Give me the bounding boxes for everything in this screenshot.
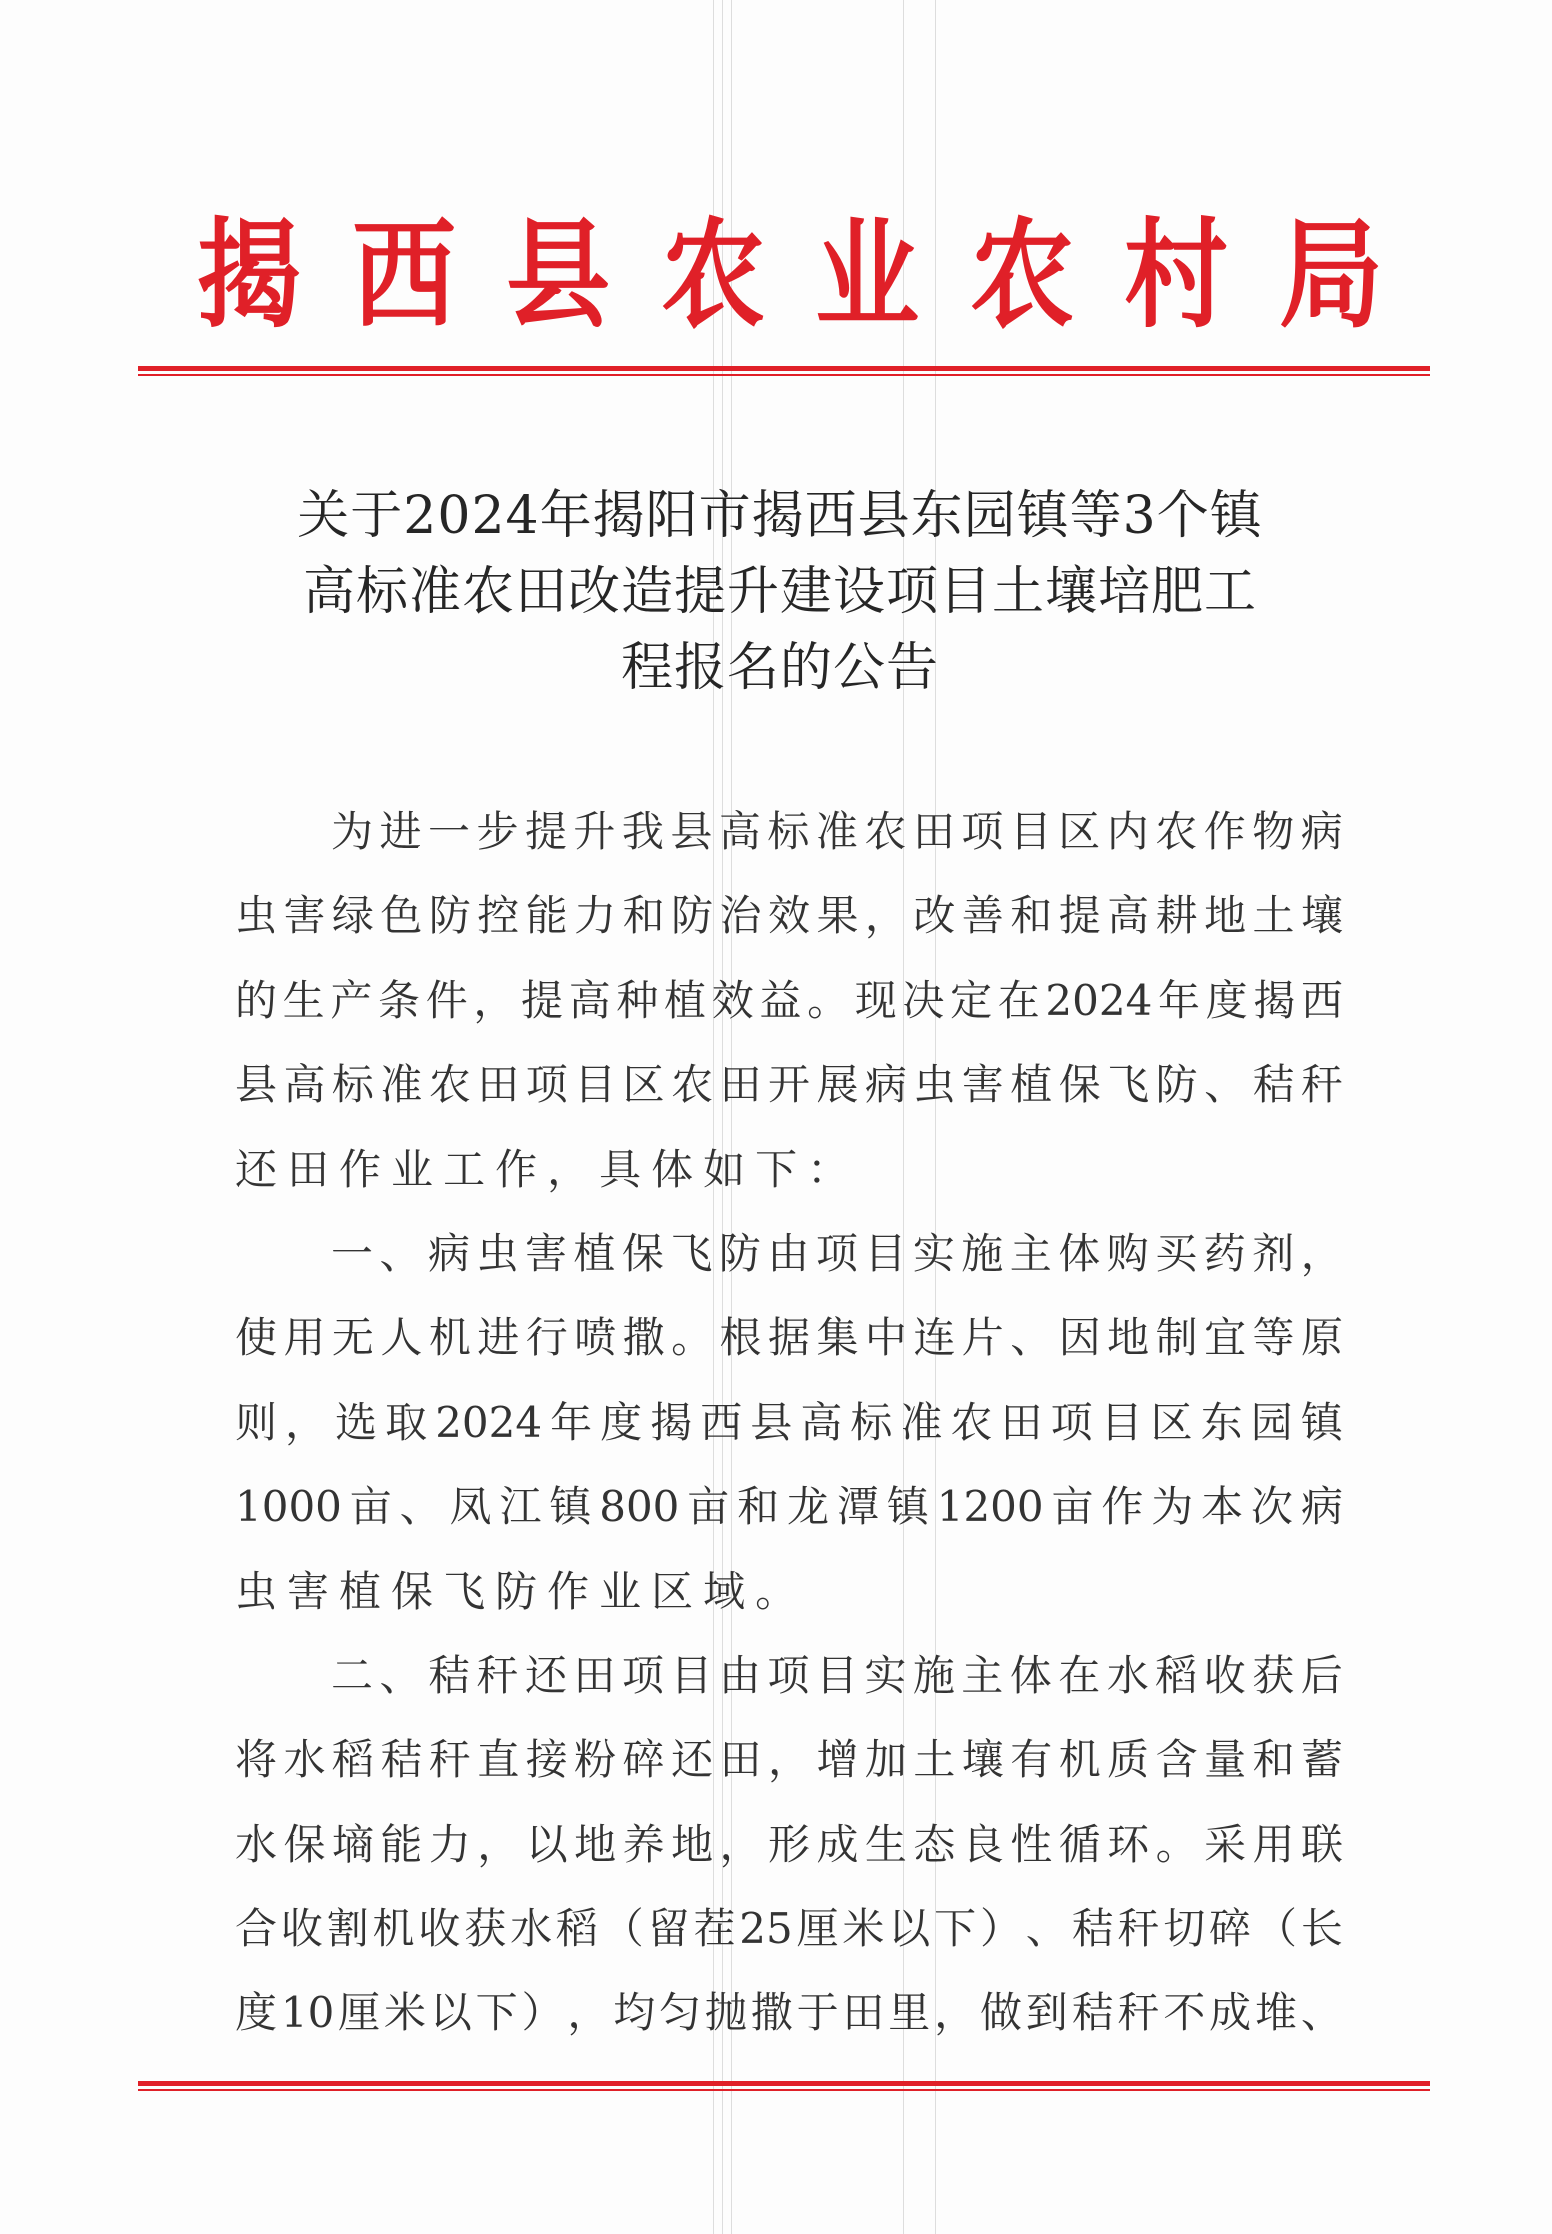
body-line: 虫 害 植 保 飞 防 作 业 区 域 。 <box>235 1566 808 1616</box>
agency-header-title <box>190 205 1390 345</box>
body-line: 1000 亩 、 凤 江 镇 800 亩 和 龙 潭 镇 1200 亩 作 为 本 次 病 <box>235 1482 1343 1532</box>
body-line: 的 生 产 条 件 ， 提 高 种 植 效 益 。 现 决 定 在 2024 年 度 揭 西 <box>235 975 1343 1025</box>
agency-title-char: 县 <box>506 205 611 344</box>
body-line: 度 10 厘 米 以 下 ） ， 均 匀 抛 撒 于 田 里 ， 做 到 秸 秆 不 成 堆 、 <box>235 1988 1343 2038</box>
notice-title-line: 关于2024年揭阳市揭西县东园镇等3个镇 <box>297 486 1263 546</box>
notice-title-line: 程报名的公告 <box>620 638 939 698</box>
agency-title-char: 业 <box>815 205 920 344</box>
agency-title-char: 农 <box>660 205 765 344</box>
footer-red-divider <box>138 2081 1430 2091</box>
body-line: 虫 害 绿 色 防 控 能 力 和 防 治 效 果 ， 改 善 和 提 高 耕 地 土 壤 <box>235 891 1343 941</box>
body-line: 县 高 标 准 农 田 项 目 区 农 田 开 展 病 虫 害 植 保 飞 防 、 秸 秆 <box>235 1060 1343 1110</box>
notice-title-line: 高标准农田改造提升建设项目土壤培肥工 <box>302 562 1257 622</box>
body-line: 使 用 无 人 机 进 行 喷 撒 。 根 据 集 中 连 片 、 因 地 制 宜 等 原 <box>235 1313 1343 1363</box>
agency-title-char: 局 <box>1279 205 1383 344</box>
agency-title-char: 农 <box>969 205 1074 344</box>
body-line: 合 收 割 机 收 获 水 稻 （ 留 茬 25 厘 米 以 下 ） 、 秸 秆 切 碎 （ 长 <box>235 1904 1343 1954</box>
body-line: 二 、 秸 秆 还 田 项 目 由 项 目 实 施 主 体 在 水 稻 收 获 后 <box>331 1650 1343 1700</box>
header-red-divider <box>138 366 1430 376</box>
body-line: 水 保 墒 能 力 ， 以 地 养 地 ， 形 成 生 态 良 性 循 环 。 采 用 联 <box>235 1819 1343 1869</box>
agency-title-char: 揭 <box>197 205 301 344</box>
body-line: 还 田 作 业 工 作 ， 具 体 如 下 ： <box>235 1144 860 1194</box>
body-line: 一 、 病 虫 害 植 保 飞 防 由 项 目 实 施 主 体 购 买 药 剂 ， <box>331 1228 1343 1278</box>
notice-body <box>235 790 1343 2056</box>
body-line: 为 进 一 步 提 升 我 县 高 标 准 农 田 项 目 区 内 农 作 物 病 <box>331 807 1343 856</box>
body-line: 将 水 稻 秸 秆 直 接 粉 碎 还 田 ， 增 加 土 壤 有 机 质 含 量 和 蓄 <box>235 1735 1343 1785</box>
notice-title <box>180 478 1380 706</box>
agency-title-char: 西 <box>351 205 456 344</box>
agency-title-char: 村 <box>1124 205 1229 344</box>
body-line: 则 ， 选 取 2024 年 度 揭 西 县 高 标 准 农 田 项 目 区 东 园 镇 <box>235 1397 1343 1447</box>
